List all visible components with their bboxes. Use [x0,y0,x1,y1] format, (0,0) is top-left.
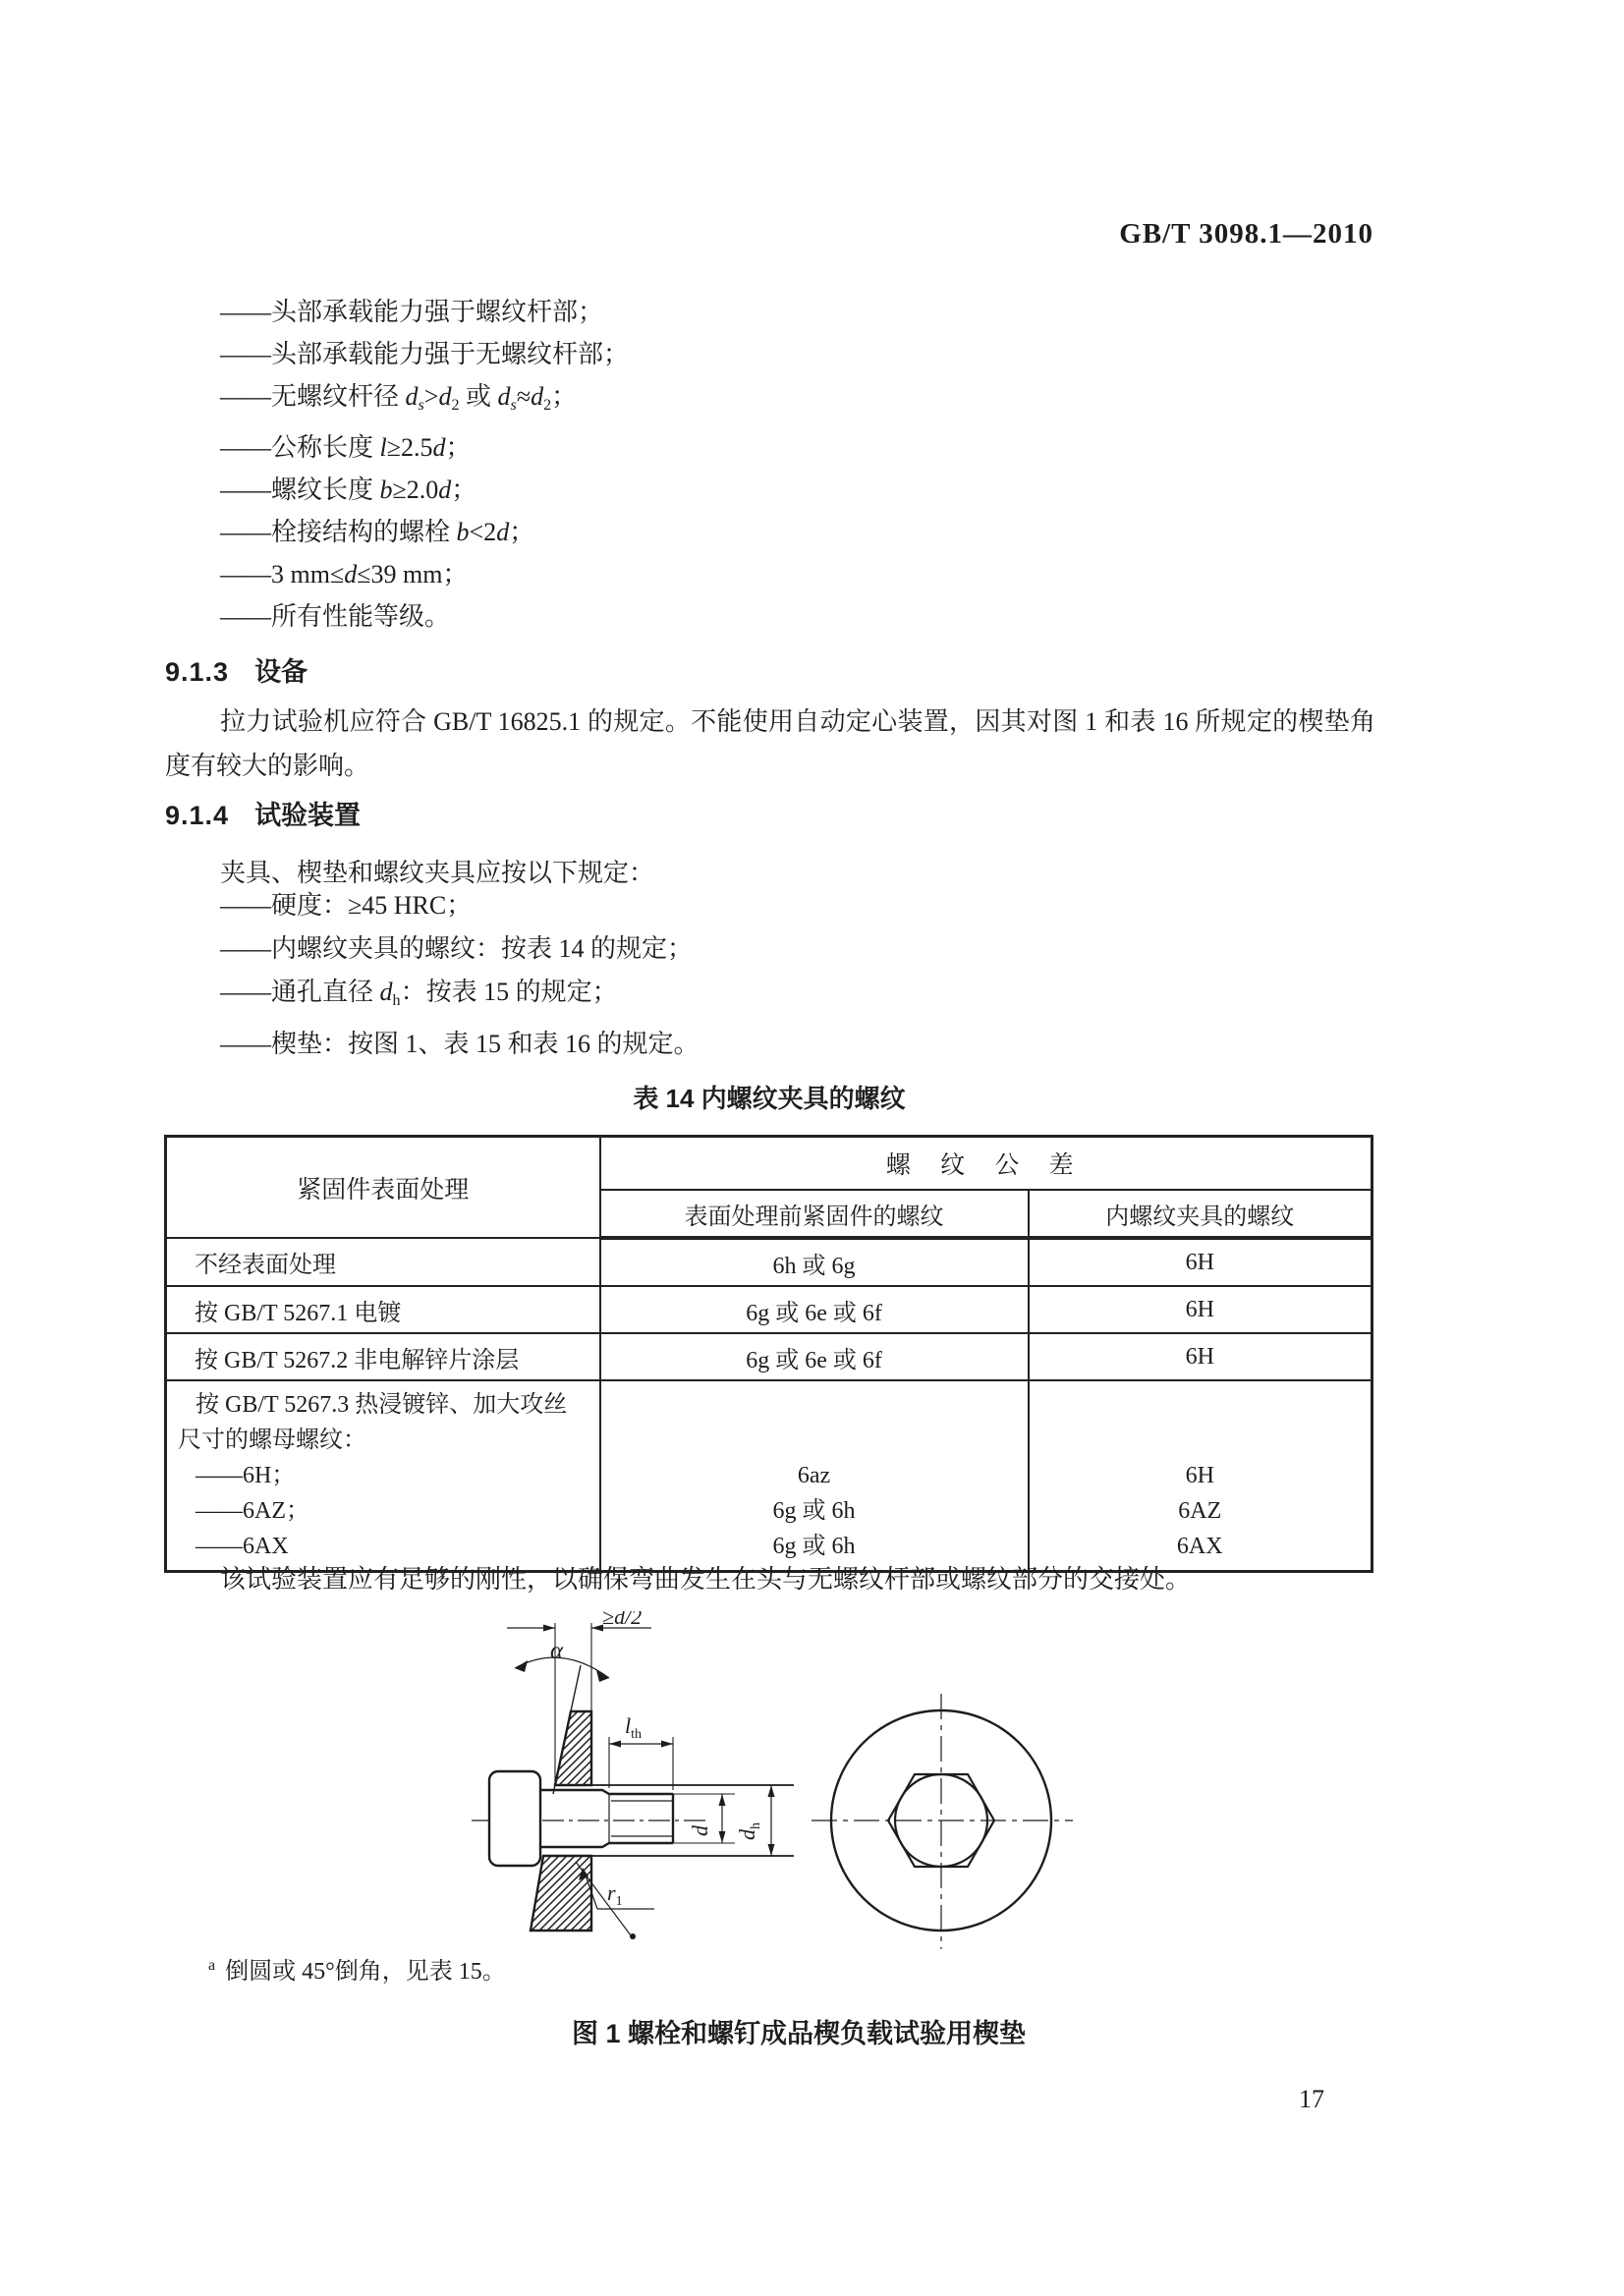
section-number: 9.1.4 [165,801,230,830]
cell-fastener-thread: 6h 或 6g [600,1238,1029,1286]
section-number: 9.1.3 [165,657,230,687]
cell-fastener-thread: 6g 或 6e 或 6f [600,1333,1029,1380]
cell-spacer [602,1387,1027,1423]
column-header-fastener-thread: 表面处理前紧固件的螺纹 [600,1190,1029,1238]
table-row [166,1238,1372,1286]
cell-line: 尺寸的螺母螺纹： [178,1428,366,1453]
table-row-hot-dip [166,1380,1372,1572]
upper-wedge-washer [555,1711,591,1785]
bolt-shank [540,1790,673,1847]
wedge-front-view [812,1694,1073,1949]
list-item: ——3 mm≤d≤39 mm； [220,560,469,589]
table-row [166,1286,1372,1333]
section-914-lead: 夹具、楔垫和螺纹夹具应按以下规定： [220,859,655,887]
cell-line: ——6AX [196,1534,289,1559]
cell-line: 6g 或 6h [772,1498,856,1524]
cell-fastener-thread [600,1380,1029,1572]
table-14 [164,1135,1373,1573]
cell-fixture-thread: 6H [1029,1238,1372,1286]
bolt-head [489,1771,540,1866]
cell-line: 6g 或 6h [772,1534,856,1559]
arrowhead [609,1741,621,1748]
cell-spacer [1031,1423,1370,1458]
table-header-row-1 [166,1137,1372,1191]
standard-number: GB/T 3098.1—2010 [1119,218,1373,250]
cell-surface-treatment: 按 GB/T 5267.2 非电解锌片涂层 [166,1333,600,1380]
section-913-paragraph: 拉力试验机应符合 GB/T 16825.1 的规定。不能使用自动定心装置，因其对图 1 和表 16 所规定的楔垫角度有较大的影响。 [165,707,1375,780]
dim-label-r1: $r_1$ [607,1880,623,1909]
arrowhead [661,1741,673,1748]
closing-paragraph: 该试验装置应有足够的刚性，以确保弯曲发生在头与无螺纹杆部或螺纹部分的交接处。 [220,1565,1192,1594]
bolt-side-view [472,1623,794,1939]
cell-fixture-thread [1029,1380,1372,1572]
arrowhead [768,1844,775,1856]
figure-1 [450,1611,1079,1977]
list-item: ——公称长度 l≥2.5d； [220,433,472,463]
section-heading-914 [165,794,361,832]
list-item: ——头部承载能力强于无螺纹杆部； [220,340,630,368]
section-title: 设备 [254,657,308,687]
list-item: ——无螺纹杆径 ds>d2 或 ds≈d2； [220,382,578,415]
table-14-title: 表 14 内螺纹夹具的螺纹 [633,1084,906,1113]
page-number: 17 [1299,2085,1324,2113]
cell-spacer [602,1423,1027,1458]
table-row [166,1333,1372,1380]
dim-label-dh: $d_h$ [735,1822,763,1840]
cell-line: 按 GB/T 5267.3 热浸镀锌、加大攻丝 [196,1392,568,1418]
dim-label-d: d [688,1825,712,1836]
column-group-header-thread-tolerance: 螺 纹 公 差 [600,1137,1372,1191]
cell-spacer [1031,1387,1370,1423]
footnote-marker-dot [630,1933,636,1939]
column-header-fixture-thread: 内螺纹夹具的螺纹 [1029,1190,1372,1238]
figure-1-caption: 图 1 螺栓和螺钉成品楔负载试验用楔垫 [571,2019,1027,2048]
cell-fixture-thread: 6H [1029,1333,1372,1380]
cell-fixture-thread: 6H [1029,1286,1372,1333]
list-item: ——通孔直径 dh：按表 15 的规定； [220,978,618,1010]
list-item: ——内螺纹夹具的螺纹：按表 14 的规定； [220,934,694,963]
dim-label-ge-d-half: ≥d/2 [602,1611,643,1629]
column-header-surface-treatment: 紧固件表面处理 [166,1137,600,1239]
arrowhead [719,1831,726,1843]
test-device-requirements-list [220,884,700,1066]
cell-line: ——6H； [196,1463,296,1488]
section-heading-913 [165,650,308,689]
thread-root-lines [609,1794,673,1843]
cell-fastener-thread: 6g 或 6e 或 6f [600,1286,1029,1333]
cell-line: 6AZ [1178,1498,1222,1524]
cell-line: 6az [797,1463,831,1488]
footnote-marker: a [208,1957,216,1974]
list-item: ——所有性能等级。 [220,602,451,632]
dim-label-lth: $l_{th}$ [625,1713,643,1742]
footnote-text: 倒圆或 45°倒角，见表 15。 [225,1959,506,1985]
figure-footnote [208,1951,506,1986]
arrowhead [515,1660,528,1672]
wedge-load-test-drawing [450,1611,1079,1977]
list-item: ——螺纹长度 b≥2.0d； [220,476,477,505]
cell-line: ——6AZ； [196,1498,309,1524]
cell-surface-treatment: 不经表面处理 [166,1238,600,1286]
cell-line: 6AX [1176,1534,1223,1559]
scope-requirements-list [220,291,629,638]
cell-surface-treatment [166,1380,600,1572]
list-item: ——楔垫：按图 1、表 15 和表 16 的规定。 [220,1030,700,1059]
list-item: ——硬度：≥45 HRC； [220,891,473,920]
arrowhead [543,1625,555,1632]
list-item: ——栓接结构的螺栓 b<2d； [220,518,535,547]
cell-line: 6H [1185,1463,1214,1488]
lower-wedge-washer [531,1856,591,1931]
dim-label-alpha: α [550,1638,564,1664]
list-item: ——头部承载能力强于螺纹杆部； [220,298,604,326]
arrowhead [768,1785,775,1797]
section-title: 试验装置 [254,801,362,830]
arrowhead [719,1794,726,1806]
cell-surface-treatment: 按 GB/T 5267.1 电镀 [166,1286,600,1333]
